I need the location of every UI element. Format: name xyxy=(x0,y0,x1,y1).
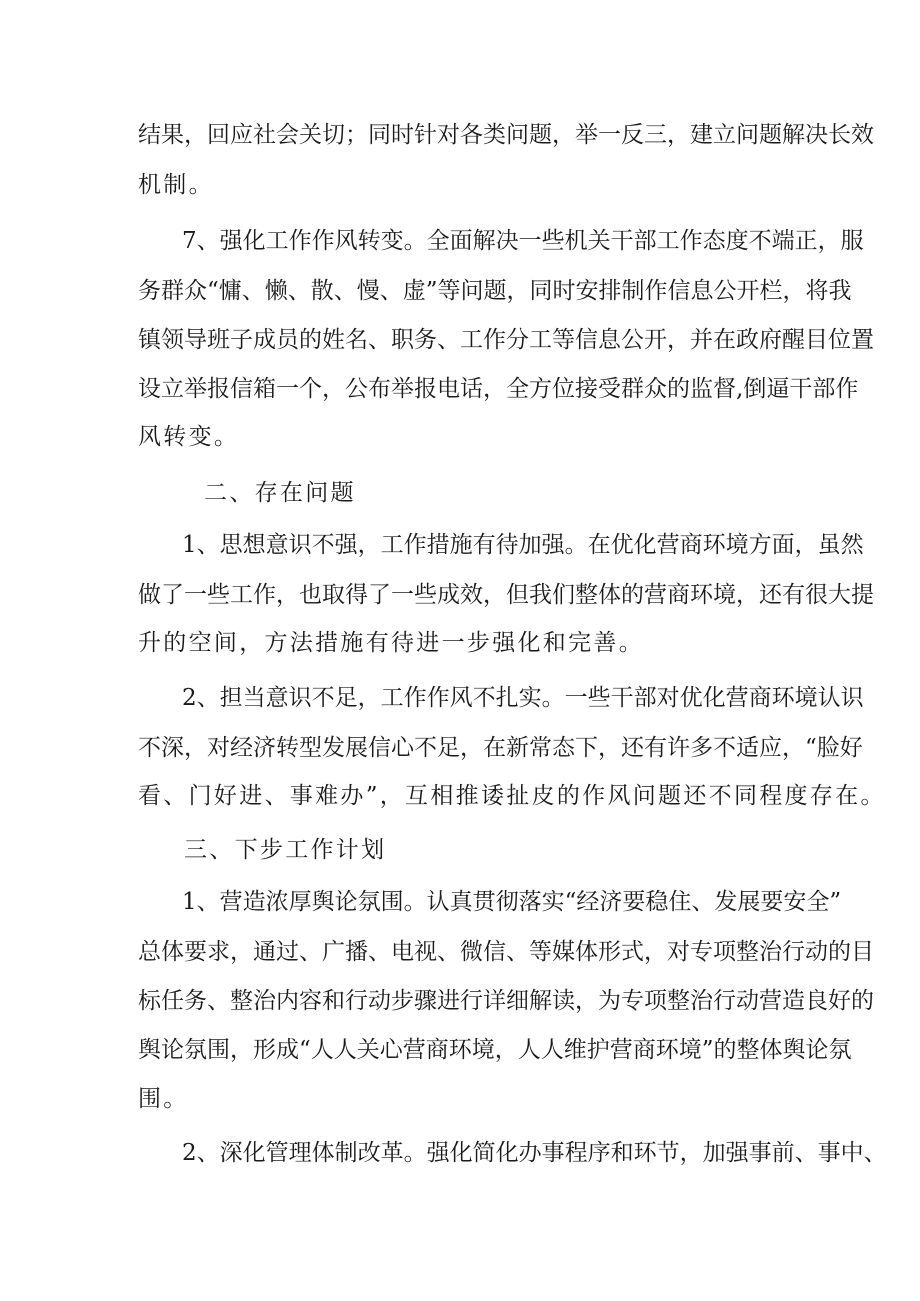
text-line: 风转变。 xyxy=(138,424,240,450)
text-line: 镇 领 导 班 子 成 员 的 姓 名 、 职 务 、 工 作 分 工 等 信 息 公 开 ， 并 在 政 府 醒 目 位 置 xyxy=(138,327,874,353)
text-line: 围。 xyxy=(138,1086,189,1112)
text-line: 机制。 xyxy=(138,172,214,198)
text-line: 2 、 深 化 管 理 体 制 改 革 。 强 化 简 化 办 事 程 序 和 环 节 ， 加 强 事 前 、 事 中 、 xyxy=(182,1140,887,1166)
text-line: 务 群 众 “ 慵 、 懒 、 散 、 慢 、 虚 ” 等 问 题 ， 同 时 安 排 制 作 信 息 公 开 栏 ， 将 我 xyxy=(138,278,852,304)
text-line: 1 、 思 想 意 识 不 强 ， 工 作 措 施 有 待 加 强 。 在 优 化 营 商 环 境 方 面 ， 虽 然 xyxy=(182,532,864,558)
text-line: 2 、 担 当 意 识 不 足 ， 工 作 作 风 不 扎 实 。 一 些 干 部 对 优 化 营 商 环 境 认 识 xyxy=(182,685,864,711)
text-line: 做 了 一 些 工 作 ， 也 取 得 了 一 些 成 效 ， 但 我 们 整 体 的 营 商 环 境 ， 还 有 很 大 提 xyxy=(138,582,874,608)
section-heading: 二、存在问题 xyxy=(204,480,356,506)
text-line: 不 深 ， 对 经 济 转 型 发 展 信 心 不 足 ， 在 新 常 态 下 ， 还 有 许 多 不 适 应 ， “ 脸 好 xyxy=(138,735,863,761)
text-line: 舆 论 氛 围 ， 形 成 “ 人 人 关 心 营 商 环 境 ， 人 人 维 护 营 商 环 境 ” 的 整 体 舆 论 氛 xyxy=(138,1037,852,1063)
text-line: 设 立 举 报 信 箱 一 个 ， 公 布 举 报 电 话 ， 全 方 位 接 受 群 众 的 监 督 , 倒 逼 干 部 作 xyxy=(138,376,859,402)
text-line: 结 果 ， 回 应 社 会 关 切 ； 同 时 针 对 各 类 问 题 ， 举 一 反 三 ， 建 立 问 题 解 决 长 效 xyxy=(138,122,874,148)
section-heading: 三、下步工作计划 xyxy=(184,837,387,863)
text-line: 1 、 营 造 浓 厚 舆 论 氛 围 。 认 真 贯 彻 落 实 “ 经 济 要 稳 住 、 发 展 要 安 全 ” xyxy=(182,889,842,915)
text-line: 标 任 务 、 整 治 内 容 和 行 动 步 骤 进 行 详 细 解 读 ， 为 专 项 整 治 行 动 营 造 良 好 的 xyxy=(138,988,874,1014)
text-line: 总 体 要 求 ， 通 过 、 广 播 、 电 视 、 微 信 、 等 媒 体 形 式 ， 对 专 项 整 治 行 动 的 目 xyxy=(138,939,874,965)
text-line: 看、门好进、事难办”，互相推诿扯皮的作风问题还不同程度存在。 xyxy=(138,783,886,809)
text-line: 7 、 强 化 工 作 作 风 转 变 。 全 面 解 决 一 些 机 关 干 部 工 作 态 度 不 端 正 ， 服 xyxy=(182,228,864,254)
text-line: 升的空间，方法措施有待进一步强化和完善。 xyxy=(138,630,644,656)
